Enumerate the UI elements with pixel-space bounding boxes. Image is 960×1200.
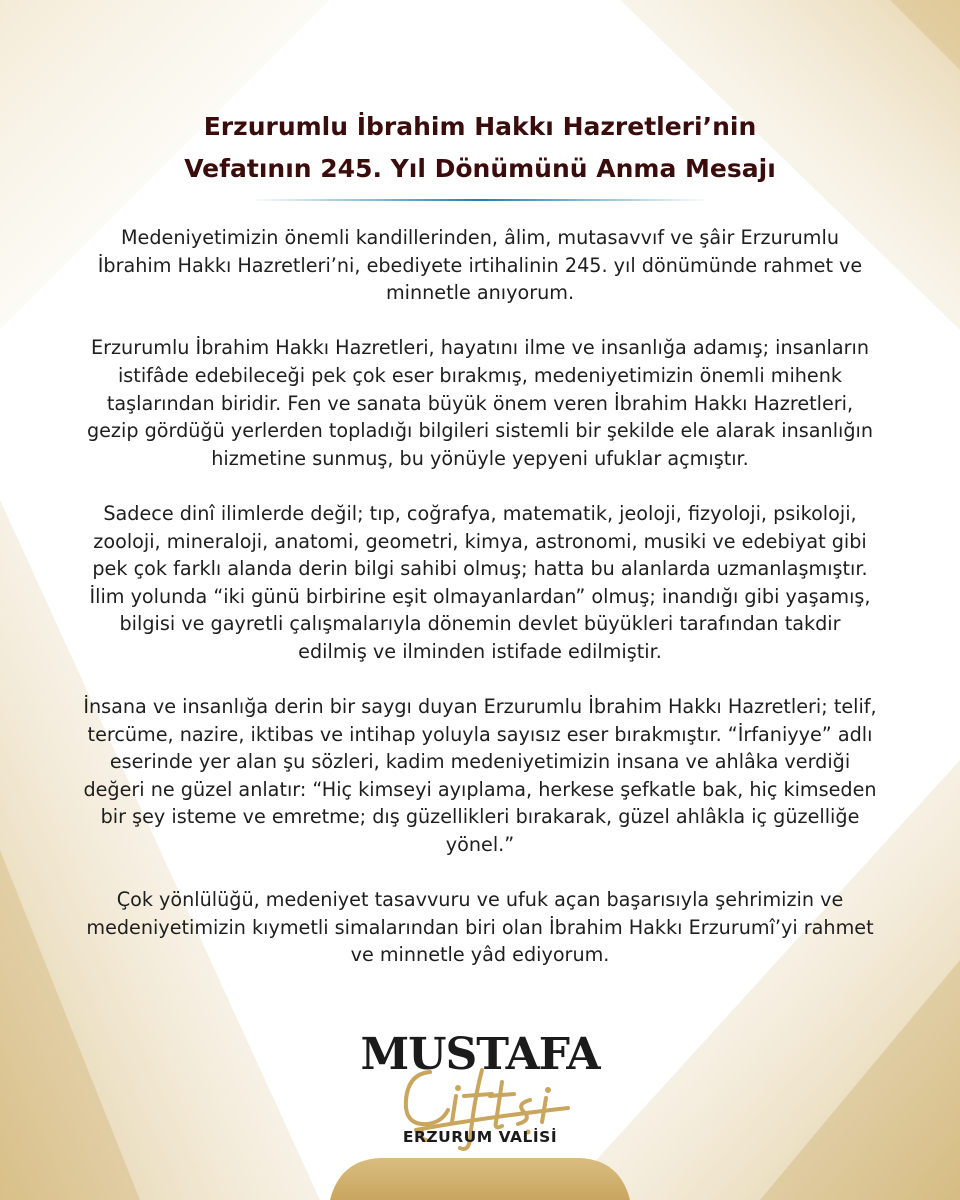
text-line: gezip gördüğü yerlerden topladığı bilgileri sistemli bir şekilde ele alarak insanlığın — [86, 419, 874, 443]
text-line: yönel.” — [445, 833, 515, 857]
title-divider — [250, 197, 710, 203]
text-line: taşlarından biridir. Fen ve sanata büyük önem veren İbrahim Hakkı Hazretleri, — [106, 391, 854, 415]
text-line: Çok yönlülüğü, medeniyet tasavvuru ve ufuk açan başarısıyla şehrimizin ve — [116, 888, 844, 912]
text-line: medeniyetimizin kıymetli simalarından biri olan İbrahim Hakkı Erzurumî’yi rahmet — [86, 915, 874, 939]
text-line: Erzurumlu İbrahim Hakkı Hazretleri, hayatını ilme ve insanlığa adamış; insanların — [90, 336, 870, 360]
text-line: İlim yolunda “iki günü birbirine eşit olmayanlardan” olmuş; inandığı gibi yaşamış, — [89, 584, 871, 608]
paragraph-5 — [56, 886, 904, 969]
text-line: Medeniyetimizin önemli kandillerinden, âlim, mutasavvıf ve şâir Erzurumlu — [121, 226, 839, 249]
text-line: İbrahim Hakkı Hazretleri’ni, ebediyete irtihalinin 245. yıl dönümünde rahmet ve — [97, 253, 863, 277]
text-line: minnetle anıyorum. — [385, 281, 575, 305]
text-line: hizmetine sunmuş, bu yönüyle yepyeni ufuklar açmıştır. — [211, 446, 749, 470]
title-line-1: Erzurumlu İbrahim Hakkı Hazretleri’nin — [203, 112, 757, 141]
paragraph-4 — [56, 693, 904, 859]
paragraph-3 — [56, 500, 904, 666]
signature-title: ERZURUM VALİSİ — [402, 1128, 558, 1146]
title-line-2: Vefatının 245. Yıl Dönümünü Anma Mesajı — [184, 154, 776, 183]
text-line: bir şey isteme ve emretme; dış güzellikleri bırakarak, güzel ahlâkla iç güzelliğe — [100, 805, 860, 829]
text-line: İnsana ve insanlığa derin bir saygı duyan Erzurumlu İbrahim Hakkı Hazretleri; telif, — [83, 695, 877, 719]
text-line: Sadece dinî ilimlerde değil; tıp, coğrafya, matematik, jeoloji, fizyoloji, psikoloji, — [103, 501, 857, 525]
text-line: değeri ne güzel anlatır: “Hiç kimseyi ayıplama, herkese şefkatle bak, hiç kimseden — [83, 777, 877, 801]
text-line: istifâde edebileceği pek çok eser bırakmış, medeniyetimizin önemli mihenk — [117, 363, 843, 387]
signature-name: MUSTAFA — [360, 1029, 600, 1080]
text-line: ve minnetle yâd ediyorum. — [350, 943, 610, 967]
paragraph-2 — [56, 334, 904, 472]
text-line: pek çok farklı alanda derin bilgi sahibi olmuş; hatta bu alanlarda uzmanlaşmıştır. — [92, 557, 868, 581]
message-body — [56, 224, 904, 997]
signature-block — [330, 1030, 630, 1160]
text-line: tercüme, nazire, iktibas ve intihap yoluyla sayısız eser bırakmıştır. “İrfaniyye” adlı — [87, 722, 873, 746]
paragraph-1 — [56, 224, 904, 307]
text-line: zooloji, mineraloji, anatomi, geometri, kimya, astronomi, musiki ve edebiyat gibi — [93, 529, 867, 553]
text-line: eserinde yer alan şu sözleri, kadim medeniyetimizin insana ve ahlâka verdiği — [109, 750, 851, 774]
page-title — [0, 106, 960, 190]
text-line: edilmiş ve ilminden istifade edilmiştir. — [298, 639, 662, 663]
text-line: bilgisi ve gayretli çalışmalarıyla dönemin devlet büyükleri tarafından takdir — [119, 612, 841, 636]
